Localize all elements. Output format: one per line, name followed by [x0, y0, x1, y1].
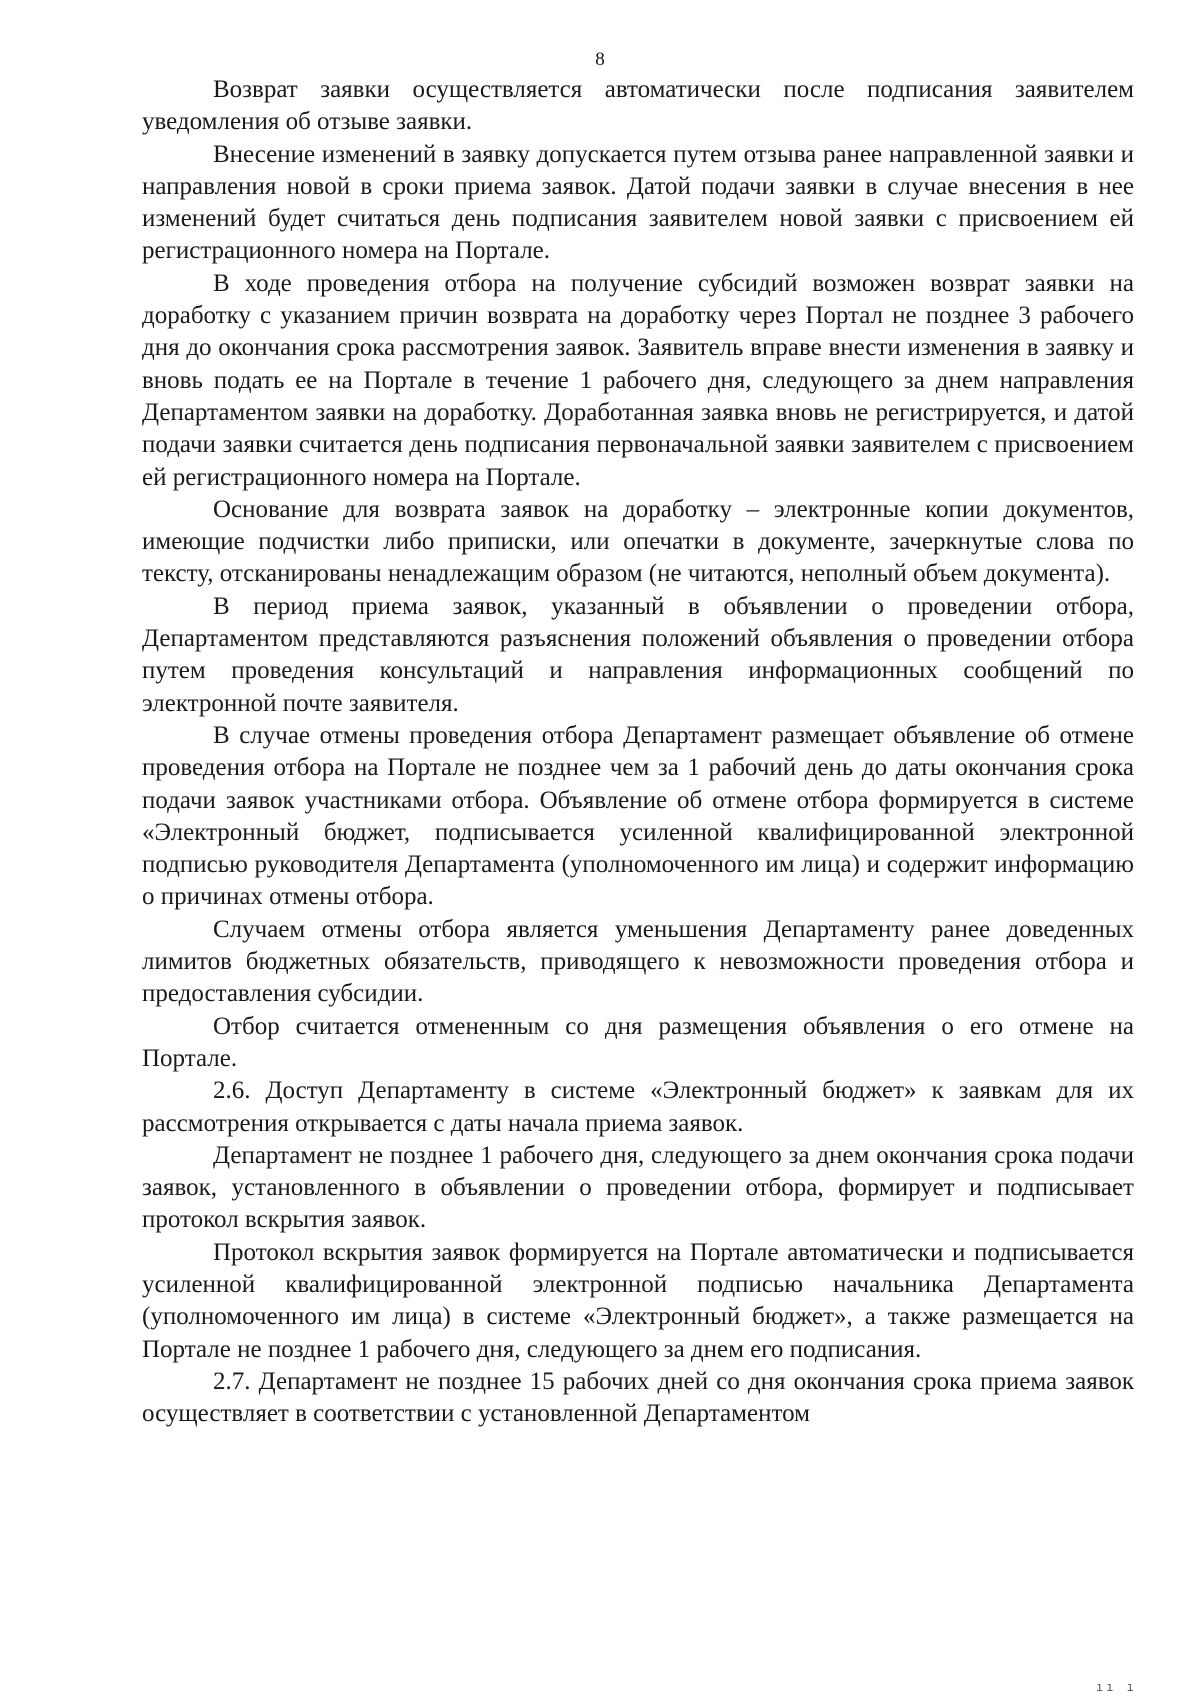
paragraph-cancellation-case: Случаем отмены отбора является уменьшения Департаменту ранее доведенных лимитов бюджетных обязательств, приводящего к невозможности проведения отбора и предоставления субсидии.: [142, 915, 1134, 1008]
paragraph-return-of-application: Возврат заявки осуществляется автоматически после подписания заявителем уведомления об отзыве заявки.: [142, 76, 1134, 136]
paragraph-clarifications: В период приема заявок, указанный в объявлении о проведении отбора, Департаментом представляются разъяснения положений объявления о проведении отбора путем проведения консультаций и направления информационных сообщений по электронной почте заявителя.: [142, 592, 1134, 717]
paragraph-cancellation-effective: Отбор считается отмененным со дня размещения объявления о его отмене на Портале.: [142, 1012, 1134, 1072]
corner-scan-mark: ıı ı: [1096, 1680, 1137, 1694]
paragraph-grounds-for-return: Основание для возврата заявок на доработку – электронные копии документов, имеющие подчистки либо приписки, или опечатки в документе, зачеркнутые слова по тексту, отсканированы ненадлежащим образом (не читаются, неполный объем документа).: [142, 495, 1134, 588]
paragraph-section-2-6: 2.6. Доступ Департаменту в системе «Электронный бюджет» к заявкам для их рассмотрения открывается с даты начала приема заявок.: [142, 1077, 1134, 1137]
paragraph-cancellation-announcement: В случае отмены проведения отбора Департамент размещает объявление об отмене проведения отбора на Портале не позднее чем за 1 рабочий день до даты окончания срока подачи заявок участниками отбора. Объявление об отмене отбора формируется в системе «Электронный бюджет, подписывается усиленной квалифицированной электронной подписью руководителя Департамента (уполномоченного им лица) и содержит информацию о причинах отмены отбора.: [142, 721, 1134, 911]
paragraph-protocol-signing: Протокол вскрытия заявок формируется на Портале автоматически и подписывается усиленной квалифицированной электронной подписью начальника Департамента (уполномоченного им лица) в системе «Электронный бюджет», а также размещается на Портале не позднее 1 рабочего дня, следующего за днем его подписания.: [142, 1238, 1134, 1363]
paragraph-opening-protocol: Департамент не позднее 1 рабочего дня, следующего за днем окончания срока подачи заявок, установленного в объявлении о проведении отбора, формирует и подписывает протокол вскрытия заявок.: [142, 1141, 1134, 1234]
paragraph-return-for-revision: В ходе проведения отбора на получение субсидий возможен возврат заявки на доработку с указанием причин возврата на доработку через Портал не позднее 3 рабочего дня до окончания срока рассмотрения заявок. Заявитель вправе внести изменения в заявку и вновь подать ее на Портале в течение 1 рабочего дня, следующего за днем направления Департаментом заявки на доработку. Доработанная заявка вновь не регистрируется, и датой подачи заявки считается день подписания первоначальной заявки заявителем с присвоением ей регистрационного номера на Портале.: [142, 269, 1134, 491]
body-text: [142, 74, 1134, 1430]
paragraph-amending-application: Внесение изменений в заявку допускается путем отзыва ранее направленной заявки и направления новой в сроки приема заявок. Датой подачи заявки в случае внесения в нее изменений будет считаться день подписания заявителем новой заявки с присвоением ей регистрационного номера на Портале.: [142, 140, 1134, 265]
page-number: 8: [595, 49, 605, 70]
paragraph-section-2-7: 2.7. Департамент не позднее 15 рабочих дней со дня окончания срока приема заявок осуществляет в соответствии с установленной Департаментом: [142, 1367, 1134, 1428]
